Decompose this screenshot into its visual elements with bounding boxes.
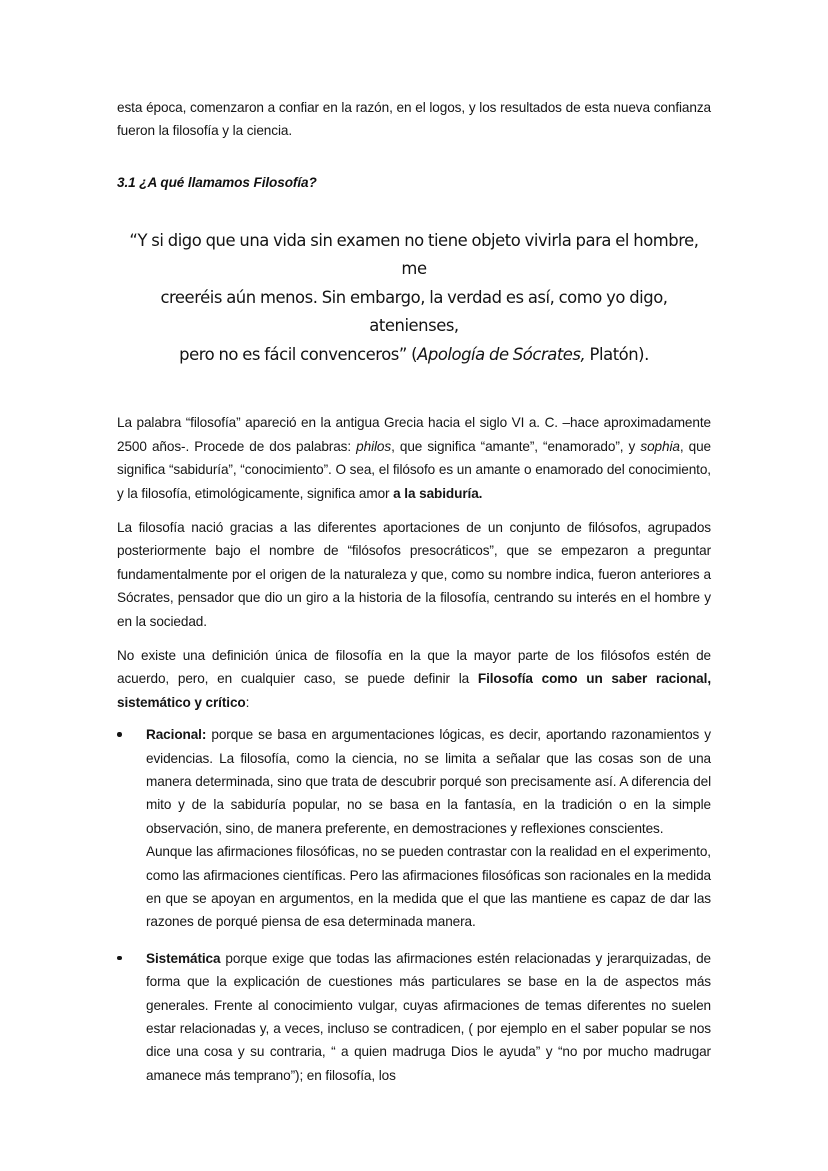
spacer-after-intro (117, 143, 711, 173)
list-item (117, 947, 711, 1087)
definicion-part-1: No existe una definición única de filosofía en la que la mayor parte de los filósofos estén de acuerdo, pero, en cualquier caso, se puede definir la (117, 647, 711, 687)
block-quote (117, 227, 711, 370)
bullet-dot-icon (117, 956, 122, 961)
quote-line-3-suffix: Platón). (585, 344, 649, 364)
list-term-sistematica: Sistemática (146, 950, 221, 966)
page-content (117, 96, 711, 1087)
list-term-racional-suffix: : (201, 727, 207, 743)
list-item-sistematica (146, 947, 711, 1087)
list-item-racional-continuation: Aunque las afirmaciones filosóficas, no se pueden contrastar con la realidad en el experimento, como las afirmaciones científicas. Pero las afirmaciones filosóficas son racionales en la medida en que se apoyan en argumentos, en la medida que el que las mantiene es capaz de dar las razones de porqué piensa de esa determinada manera. (146, 844, 711, 930)
spacer-after-heading (117, 193, 711, 227)
list-item (117, 723, 711, 934)
paragraph-definicion (117, 644, 711, 714)
list-term-racional: Racional (146, 727, 202, 743)
quote-line-3-prefix: pero no es fácil convenceros” ( (179, 344, 418, 364)
quote-source-title: Apología de Sócrates, (417, 344, 586, 364)
section-heading-3-1: 3.1 ¿A qué llamamos Filosofía? (117, 174, 317, 190)
definicion-bold: Filosofía como un saber racional, sistemático y crítico (117, 671, 711, 710)
etimologia-part-1: La palabra “filosofía” apareció en la antigua Grecia hacia el siglo VI a. C. –hace aproximadamente 2500 años-. Procede de dos palabras: (117, 415, 711, 454)
etimologia-bold-tail: a la sabiduría. (393, 485, 483, 501)
etimologia-part-3: , que significa “sabiduría”, “conocimiento”. O sea, el filósofo es un amante o enamorado del conocimiento, y la filosofía, etimológicamente, significa amor (117, 438, 712, 501)
etimologia-part-2: , que significa “amante”, “enamorado”, y (391, 438, 641, 454)
paragraph-etimologia (117, 411, 711, 505)
paragraph-nacimiento: La filosofía nació gracias a las diferentes aportaciones de un conjunto de filósofos, agrupados posteriormente bajo el nombre de “filósofos presocráticos”, que se empezaron a preguntar fundamentalmente por el origen de la naturaleza y que, como su nombre indica, fueron anteriores a Sócrates, pensador que dio un giro a la historia de la filosofía, centrando su interés en el hombre y en la sociedad. (117, 519, 711, 629)
spacer-before-list (117, 714, 711, 723)
quote-line-1: “Y si digo que una vida sin examen no tiene objeto vivirla para el hombre, me (129, 230, 699, 279)
definition-list (117, 723, 711, 1087)
term-philos: philos (356, 438, 392, 454)
bullet-dot-icon (117, 732, 122, 737)
definicion-part-2: : (245, 694, 250, 710)
spacer-after-quote (117, 369, 711, 411)
intro-paragraph: esta época, comenzaron a confiar en la razón, en el logos, y los resultados de esta nueva confianza fueron la filosofía y la ciencia. (117, 100, 711, 139)
term-sophia: sophia (640, 438, 680, 454)
list-item-racional (146, 723, 711, 840)
list-body-sistematica: porque exige que todas las afirmaciones estén relacionadas y jerarquizadas, de forma que la explicación de cuestiones más particulares se base en la de aspectos más generales. Frente al conocimiento vulgar, cuyas afirmaciones de temas diferentes no suelen estar relacionadas y, a veces, incluso se contradicen, ( por ejemplo en el saber popular se nos dice una cosa y su contraria, “ a quien madruga Dios le ayuda” y “no por mucho madrugar amanece más temprano”); en filosofía, los (146, 950, 711, 1083)
quote-line-2: creeréis aún menos. Sin embargo, la verdad es así, como yo digo, atenienses, (160, 287, 668, 336)
list-body-racional: porque se basa en argumentaciones lógicas, es decir, aportando razonamientos y evidencias. La filosofía, como la ciencia, no se limita a señalar que las cosas son de una manera determinada, sino que trata de descubrir porqué son precisamente así. A diferencia del mito y de la sabiduría popular, no se basa en la fantasía, en la tradición o en la simple observación, sino, de manera preferente, en demostraciones y reflexiones conscientes. (146, 727, 711, 836)
